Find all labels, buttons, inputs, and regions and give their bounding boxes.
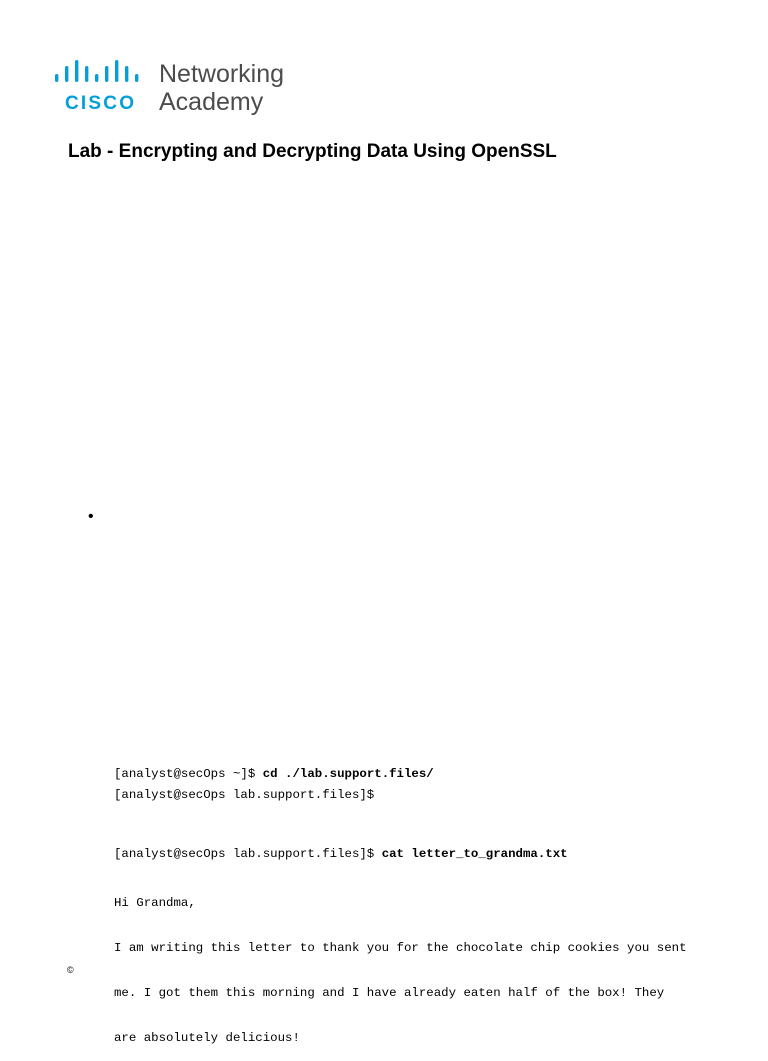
terminal-prompt: [analyst@secOps lab.support.files]$ [114,847,382,861]
logo-bar [115,60,118,82]
logo-bar [105,66,108,82]
bullet-point: • [88,508,94,525]
logo-brand-text: CISCO [65,93,137,114]
letter-line: Hi Grandma, [114,896,196,910]
terminal-line-cd [114,767,434,782]
terminal-command: cat letter_to_grandma.txt [381,847,568,861]
letter-line: me. I got them this morning and I have already eaten half of the box! They [114,986,665,1000]
logo-bar [95,74,98,82]
terminal-line-cat [114,847,568,862]
copyright-symbol: © [67,965,74,975]
logo-bar [65,66,68,82]
lab-title: Lab - Encrypting and Decrypting Data Using OpenSSL [68,141,557,162]
cisco-bridge-logo-icon [52,57,302,117]
logo-networking-text: Networking [159,60,285,88]
terminal-command: cd ./lab.support.files/ [262,767,434,781]
logo-academy-text: Academy [159,88,264,116]
letter-line: are absolutely delicious! [114,1031,300,1045]
logo-bar [85,66,88,82]
terminal-prompt: [analyst@secOps ~]$ [114,767,263,781]
logo-bar [75,60,78,82]
terminal-output [114,866,687,1061]
cisco-networking-academy-logo [52,57,302,117]
logo-bar [125,66,128,82]
logo-bar [135,74,138,82]
letter-line: I am writing this letter to thank you for the chocolate chip cookies you sent [114,941,687,955]
terminal-line-prompt: [analyst@secOps lab.support.files]$ [114,788,375,802]
logo-bar [55,74,58,82]
